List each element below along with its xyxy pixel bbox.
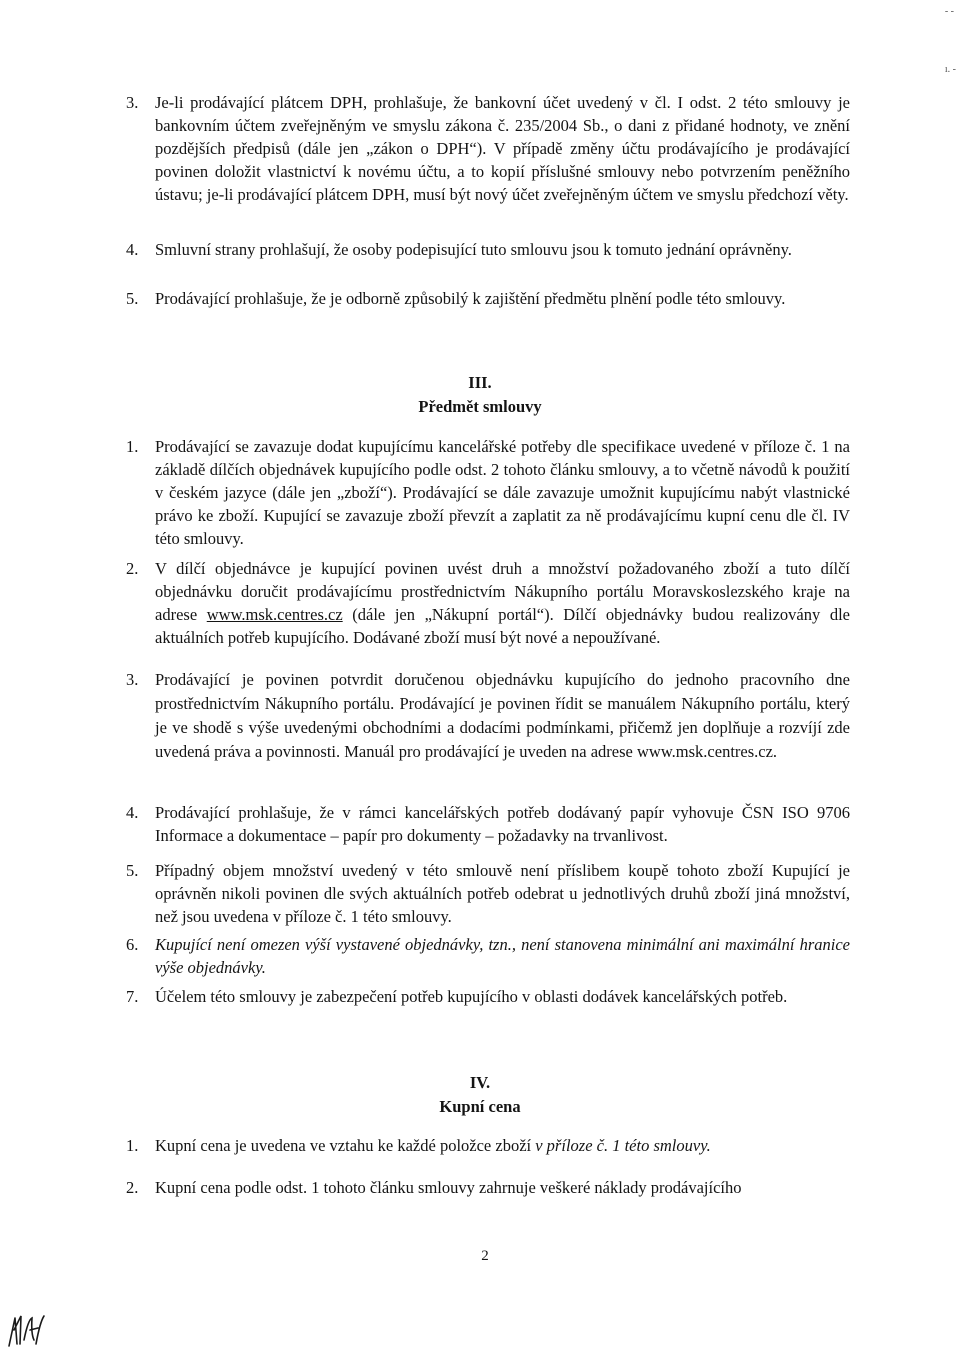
- section-number: III.: [468, 373, 492, 392]
- item-text-part: V dílčí objednávce je kupující povinen uvést druh a množství požadovaného zboží a tuto dílčí objednávku doručit prodávajícímu prostřednictvím Nákupního portálu Moravskoslezského kraje na adrese: [155, 559, 850, 624]
- list-item: [126, 287, 850, 310]
- item-number: 4.: [126, 803, 139, 822]
- list-item: [126, 435, 850, 550]
- list-item: [126, 238, 850, 261]
- item-text: [155, 1134, 850, 1157]
- item-text: Případný objem množství uvedený v této smlouvě není příslibem koupě tohoto zboží Kupující je oprávněn nikoli povinen dle svých aktuálních potřeb odebrat u jednotlivých druhů zboží jiná množství, než jsou uvedena v příloze č. 1 této smlouvy.: [155, 861, 850, 926]
- section-number: IV.: [469, 1073, 491, 1092]
- list-item: [126, 801, 850, 847]
- list-item: [126, 933, 850, 979]
- item-text: Prodávající je povinen potvrdit doručenou objednávku kupujícího do jednoho pracovního dne prostřednictvím Nákupního portálu. Prodávající je povinen řídit se manuálem Nákupního portálu, který je ve shodě s výše uvedenými obchodními a dodacími podmínkami, přičemž jen doplňuje a rozvíjí zde uvedená práva a povinnosti. Manuál pro prodávající je uveden na adrese www.msk.centres.cz.: [155, 670, 850, 761]
- item-number: 4.: [126, 240, 139, 259]
- item-text-part: (dále jen „Nákupní portál“). Dílčí objednávky budou realizovány dle aktuálních potřeb kupujícího. Dodávané zboží musí být nové a nepoužívané.: [155, 605, 850, 647]
- handwritten-initials: [6, 1310, 50, 1350]
- item-number: 5.: [126, 861, 139, 880]
- portal-link[interactable]: www.msk.centres.cz: [206, 605, 343, 624]
- item-text: [155, 557, 850, 649]
- item-text: Je-li prodávající plátcem DPH, prohlašuje, že bankovní účet uvedený v čl. I odst. 2 této smlouvy je bankovním účtem zveřejněným ve smyslu zákona č. 235/2004 Sb., o dani z přidané hodnoty, ve znění pozdějších předpisů (dále jen „zákon o DPH“). V případě změny účtu prodávajícího je prodávající povinen doložit vlastnictví k novému účtu, a to kopií příslušné smlouvy nebo potvrzením peněžního ústavu; je-li prodávající plátcem DPH, musí být nový účet zveřejněným účtem ve smyslu předchozí věty.: [155, 93, 850, 204]
- corner-marks: - -: [944, 6, 954, 17]
- item-number: 5.: [126, 289, 139, 308]
- item-number: 7.: [126, 987, 139, 1006]
- item-number: 1.: [126, 437, 139, 456]
- item-number: 1.: [126, 1136, 139, 1155]
- item-text: Prodávající prohlašuje, že je odborně způsobilý k zajištění předmětu plnění podle této smlouvy.: [155, 289, 786, 308]
- item-number: 3.: [126, 93, 139, 112]
- item-text: Prodávající se zavazuje dodat kupujícímu kancelářské potřeby dle specifikace uvedené v příloze č. 1 na základě dílčích objednávek kupujícího podle odst. 2 tohoto článku smlouvy, a to včetně návodů k použití v českém jazyce (dále jen „zboží“). Prodávající se dále zavazuje umožnit kupujícímu nabýt vlastnické právo ke zboží. Kupující se zavazuje zboží převzít a zaplatit za ně prodávajícímu kupní cenu dle čl. IV této smlouvy.: [155, 437, 850, 548]
- item-text: Smluvní strany prohlašují, že osoby podepisující tuto smlouvu jsou k tomuto jednání oprávněny.: [155, 240, 792, 259]
- item-text-italic: v příloze č. 1 této smlouvy.: [535, 1136, 711, 1155]
- item-number: 2.: [126, 1178, 139, 1197]
- list-item: [126, 668, 850, 764]
- item-text: Prodávající prohlašuje, že v rámci kancelářských potřeb dodávaný papír vyhovuje ČSN ISO 9706 Informace a dokumentace – papír pro dokumenty – požadavky na trvanlivost.: [155, 803, 850, 845]
- item-text: Kupující není omezen výší vystavené objednávky, tzn., není stanovena minimální ani maximální hranice výše objednávky.: [155, 935, 850, 977]
- item-text: Účelem této smlouvy je zabezpečení potřeb kupujícího v oblasti dodávek kancelářských potřeb.: [155, 987, 788, 1006]
- item-number: 3.: [126, 670, 139, 689]
- list-item: [126, 859, 850, 928]
- item-number: 6.: [126, 935, 139, 954]
- list-item: [126, 1176, 850, 1199]
- list-item: [126, 985, 850, 1008]
- list-item: [126, 1134, 850, 1157]
- item-text-part: Kupní cena je uvedena ve vztahu ke každé položce zboží: [155, 1136, 536, 1155]
- section-title: Kupní cena: [439, 1097, 521, 1116]
- list-item: [126, 91, 850, 206]
- list-item: [126, 557, 850, 649]
- section-title: Předmět smlouvy: [418, 397, 542, 416]
- item-number: 2.: [126, 559, 139, 578]
- item-text: Kupní cena podle odst. 1 tohoto článku smlouvy zahrnuje veškeré náklady prodávajícího: [155, 1178, 742, 1197]
- page-number: 2: [481, 1248, 489, 1264]
- side-marks: ı. -: [944, 64, 956, 75]
